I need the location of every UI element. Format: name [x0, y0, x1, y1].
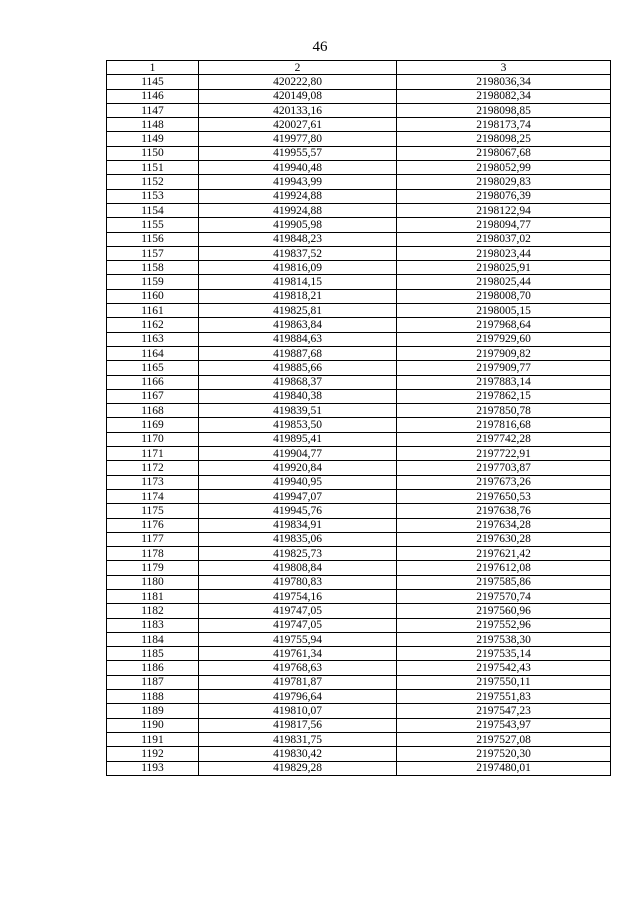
table-row — [107, 118, 611, 132]
table-row — [107, 332, 611, 346]
table-row — [107, 418, 611, 432]
x-coordinate-cell: 419747,05 — [199, 618, 397, 632]
point-number-cell: 1191 — [107, 732, 199, 746]
y-coordinate-cell: 2198094,77 — [397, 218, 611, 232]
x-coordinate-cell: 419924,88 — [199, 189, 397, 203]
y-coordinate-cell: 2197816,68 — [397, 418, 611, 432]
point-number-cell: 1193 — [107, 761, 199, 775]
y-coordinate-cell: 2198029,83 — [397, 175, 611, 189]
table-header-row — [107, 61, 611, 75]
table-row — [107, 275, 611, 289]
x-coordinate-cell: 419768,63 — [199, 661, 397, 675]
point-number-cell: 1186 — [107, 661, 199, 675]
point-number-cell: 1173 — [107, 475, 199, 489]
x-coordinate-cell: 419863,84 — [199, 318, 397, 332]
x-coordinate-cell: 419940,95 — [199, 475, 397, 489]
point-number-cell: 1178 — [107, 547, 199, 561]
x-coordinate-cell: 419945,76 — [199, 504, 397, 518]
point-number-cell: 1179 — [107, 561, 199, 575]
x-coordinate-cell: 419781,87 — [199, 675, 397, 689]
x-coordinate-cell: 419816,09 — [199, 261, 397, 275]
y-coordinate-cell: 2197560,96 — [397, 604, 611, 618]
point-number-cell: 1162 — [107, 318, 199, 332]
y-coordinate-cell: 2198082,34 — [397, 89, 611, 103]
table-row — [107, 346, 611, 360]
y-coordinate-cell: 2198098,85 — [397, 103, 611, 117]
x-coordinate-cell: 419940,48 — [199, 161, 397, 175]
table-row — [107, 561, 611, 575]
y-coordinate-cell: 2197929,60 — [397, 332, 611, 346]
point-number-cell: 1176 — [107, 518, 199, 532]
x-coordinate-cell: 419754,16 — [199, 589, 397, 603]
x-coordinate-cell: 419834,91 — [199, 518, 397, 532]
y-coordinate-cell: 2197630,28 — [397, 532, 611, 546]
y-coordinate-cell: 2197552,96 — [397, 618, 611, 632]
table-row — [107, 175, 611, 189]
y-coordinate-cell: 2197909,77 — [397, 361, 611, 375]
point-number-cell: 1171 — [107, 447, 199, 461]
x-coordinate-cell: 419796,64 — [199, 690, 397, 704]
point-number-cell: 1165 — [107, 361, 199, 375]
point-number-cell: 1159 — [107, 275, 199, 289]
y-coordinate-cell: 2198005,15 — [397, 304, 611, 318]
x-coordinate-cell: 419840,38 — [199, 389, 397, 403]
point-number-cell: 1152 — [107, 175, 199, 189]
point-number-cell: 1192 — [107, 747, 199, 761]
point-number-cell: 1187 — [107, 675, 199, 689]
y-coordinate-cell: 2198098,25 — [397, 132, 611, 146]
y-coordinate-cell: 2197862,15 — [397, 389, 611, 403]
point-number-cell: 1153 — [107, 189, 199, 203]
table-row — [107, 375, 611, 389]
x-coordinate-cell: 419955,57 — [199, 146, 397, 160]
point-number-cell: 1167 — [107, 389, 199, 403]
table-row — [107, 632, 611, 646]
point-number-cell: 1188 — [107, 690, 199, 704]
x-coordinate-cell: 419853,50 — [199, 418, 397, 432]
point-number-cell: 1160 — [107, 289, 199, 303]
x-coordinate-cell: 419839,51 — [199, 404, 397, 418]
y-coordinate-cell: 2197480,01 — [397, 761, 611, 775]
x-coordinate-cell: 419829,28 — [199, 761, 397, 775]
x-coordinate-cell: 419920,84 — [199, 461, 397, 475]
x-coordinate-cell: 419904,77 — [199, 447, 397, 461]
x-coordinate-cell: 419818,21 — [199, 289, 397, 303]
table-row — [107, 532, 611, 546]
y-coordinate-cell: 2198036,34 — [397, 75, 611, 89]
table-row — [107, 547, 611, 561]
x-coordinate-cell: 419977,80 — [199, 132, 397, 146]
point-number-cell: 1183 — [107, 618, 199, 632]
page-number: 46 — [312, 39, 328, 55]
table-row — [107, 361, 611, 375]
column-header-3: 3 — [397, 61, 611, 75]
table-row — [107, 518, 611, 532]
x-coordinate-cell: 419808,84 — [199, 561, 397, 575]
point-number-cell: 1150 — [107, 146, 199, 160]
x-coordinate-cell: 419835,06 — [199, 532, 397, 546]
table-row — [107, 246, 611, 260]
table-row — [107, 575, 611, 589]
x-coordinate-cell: 420133,16 — [199, 103, 397, 117]
table-row — [107, 389, 611, 403]
y-coordinate-cell: 2197585,86 — [397, 575, 611, 589]
table-row — [107, 704, 611, 718]
table-row — [107, 504, 611, 518]
y-coordinate-cell: 2197542,43 — [397, 661, 611, 675]
point-number-cell: 1175 — [107, 504, 199, 518]
table-row — [107, 447, 611, 461]
y-coordinate-cell: 2198008,70 — [397, 289, 611, 303]
point-number-cell: 1158 — [107, 261, 199, 275]
table-row — [107, 203, 611, 217]
point-number-cell: 1146 — [107, 89, 199, 103]
x-coordinate-cell: 419924,88 — [199, 203, 397, 217]
table-row — [107, 132, 611, 146]
x-coordinate-cell: 419817,56 — [199, 718, 397, 732]
coordinates-table — [106, 60, 611, 776]
x-coordinate-cell: 419848,23 — [199, 232, 397, 246]
table-row — [107, 618, 611, 632]
y-coordinate-cell: 2197968,64 — [397, 318, 611, 332]
y-coordinate-cell: 2198076,39 — [397, 189, 611, 203]
y-coordinate-cell: 2197850,78 — [397, 404, 611, 418]
y-coordinate-cell: 2197621,42 — [397, 547, 611, 561]
x-coordinate-cell: 419943,99 — [199, 175, 397, 189]
y-coordinate-cell: 2197673,26 — [397, 475, 611, 489]
point-number-cell: 1170 — [107, 432, 199, 446]
x-coordinate-cell: 419810,07 — [199, 704, 397, 718]
x-coordinate-cell: 419884,63 — [199, 332, 397, 346]
table-row — [107, 318, 611, 332]
point-number-cell: 1147 — [107, 103, 199, 117]
point-number-cell: 1156 — [107, 232, 199, 246]
y-coordinate-cell: 2198037,02 — [397, 232, 611, 246]
y-coordinate-cell: 2197520,30 — [397, 747, 611, 761]
table-row — [107, 604, 611, 618]
y-coordinate-cell: 2197538,30 — [397, 632, 611, 646]
point-number-cell: 1177 — [107, 532, 199, 546]
point-number-cell: 1145 — [107, 75, 199, 89]
point-number-cell: 1163 — [107, 332, 199, 346]
y-coordinate-cell: 2198067,68 — [397, 146, 611, 160]
x-coordinate-cell: 419761,34 — [199, 647, 397, 661]
point-number-cell: 1180 — [107, 575, 199, 589]
y-coordinate-cell: 2197638,76 — [397, 504, 611, 518]
table-row — [107, 218, 611, 232]
table-row — [107, 161, 611, 175]
x-coordinate-cell: 419747,05 — [199, 604, 397, 618]
y-coordinate-cell: 2197547,23 — [397, 704, 611, 718]
x-coordinate-cell: 419814,15 — [199, 275, 397, 289]
y-coordinate-cell: 2198173,74 — [397, 118, 611, 132]
y-coordinate-cell: 2198025,91 — [397, 261, 611, 275]
x-coordinate-cell: 419755,94 — [199, 632, 397, 646]
point-number-cell: 1164 — [107, 346, 199, 360]
x-coordinate-cell: 420149,08 — [199, 89, 397, 103]
x-coordinate-cell: 420027,61 — [199, 118, 397, 132]
x-coordinate-cell: 419825,73 — [199, 547, 397, 561]
point-number-cell: 1166 — [107, 375, 199, 389]
y-coordinate-cell: 2197570,74 — [397, 589, 611, 603]
y-coordinate-cell: 2197722,91 — [397, 447, 611, 461]
point-number-cell: 1168 — [107, 404, 199, 418]
table-row — [107, 146, 611, 160]
table-row — [107, 761, 611, 775]
y-coordinate-cell: 2197650,53 — [397, 489, 611, 503]
table-row — [107, 261, 611, 275]
table-row — [107, 232, 611, 246]
y-coordinate-cell: 2197634,28 — [397, 518, 611, 532]
y-coordinate-cell: 2197612,08 — [397, 561, 611, 575]
table-row — [107, 189, 611, 203]
point-number-cell: 1174 — [107, 489, 199, 503]
point-number-cell: 1184 — [107, 632, 199, 646]
table-row — [107, 432, 611, 446]
x-coordinate-cell: 419780,83 — [199, 575, 397, 589]
table-row — [107, 675, 611, 689]
y-coordinate-cell: 2197909,82 — [397, 346, 611, 360]
point-number-cell: 1172 — [107, 461, 199, 475]
column-header-1: 1 — [107, 61, 199, 75]
table-row — [107, 732, 611, 746]
x-coordinate-cell: 420222,80 — [199, 75, 397, 89]
y-coordinate-cell: 2198122,94 — [397, 203, 611, 217]
point-number-cell: 1148 — [107, 118, 199, 132]
y-coordinate-cell: 2197535,14 — [397, 647, 611, 661]
y-coordinate-cell: 2197551,83 — [397, 690, 611, 704]
point-number-cell: 1161 — [107, 304, 199, 318]
table-row — [107, 304, 611, 318]
x-coordinate-cell: 419947,07 — [199, 489, 397, 503]
table-row — [107, 489, 611, 503]
x-coordinate-cell: 419887,68 — [199, 346, 397, 360]
table-row — [107, 690, 611, 704]
point-number-cell: 1157 — [107, 246, 199, 260]
y-coordinate-cell: 2198023,44 — [397, 246, 611, 260]
table-row — [107, 661, 611, 675]
x-coordinate-cell: 419831,75 — [199, 732, 397, 746]
table-row — [107, 589, 611, 603]
point-number-cell: 1149 — [107, 132, 199, 146]
table-row — [107, 718, 611, 732]
x-coordinate-cell: 419825,81 — [199, 304, 397, 318]
table-row — [107, 75, 611, 89]
point-number-cell: 1154 — [107, 203, 199, 217]
y-coordinate-cell: 2197742,28 — [397, 432, 611, 446]
y-coordinate-cell: 2198025,44 — [397, 275, 611, 289]
table-row — [107, 475, 611, 489]
point-number-cell: 1190 — [107, 718, 199, 732]
table-row — [107, 103, 611, 117]
y-coordinate-cell: 2198052,99 — [397, 161, 611, 175]
point-number-cell: 1169 — [107, 418, 199, 432]
point-number-cell: 1181 — [107, 589, 199, 603]
y-coordinate-cell: 2197703,87 — [397, 461, 611, 475]
y-coordinate-cell: 2197543,97 — [397, 718, 611, 732]
table-body — [107, 75, 611, 776]
table-row — [107, 404, 611, 418]
column-header-2: 2 — [199, 61, 397, 75]
table-row — [107, 461, 611, 475]
y-coordinate-cell: 2197527,08 — [397, 732, 611, 746]
y-coordinate-cell: 2197550,11 — [397, 675, 611, 689]
x-coordinate-cell: 419895,41 — [199, 432, 397, 446]
table-row — [107, 289, 611, 303]
table-row — [107, 647, 611, 661]
x-coordinate-cell: 419837,52 — [199, 246, 397, 260]
point-number-cell: 1155 — [107, 218, 199, 232]
x-coordinate-cell: 419885,66 — [199, 361, 397, 375]
table-row — [107, 747, 611, 761]
table-row — [107, 89, 611, 103]
x-coordinate-cell: 419868,37 — [199, 375, 397, 389]
point-number-cell: 1185 — [107, 647, 199, 661]
point-number-cell: 1189 — [107, 704, 199, 718]
point-number-cell: 1182 — [107, 604, 199, 618]
x-coordinate-cell: 419905,98 — [199, 218, 397, 232]
x-coordinate-cell: 419830,42 — [199, 747, 397, 761]
y-coordinate-cell: 2197883,14 — [397, 375, 611, 389]
point-number-cell: 1151 — [107, 161, 199, 175]
